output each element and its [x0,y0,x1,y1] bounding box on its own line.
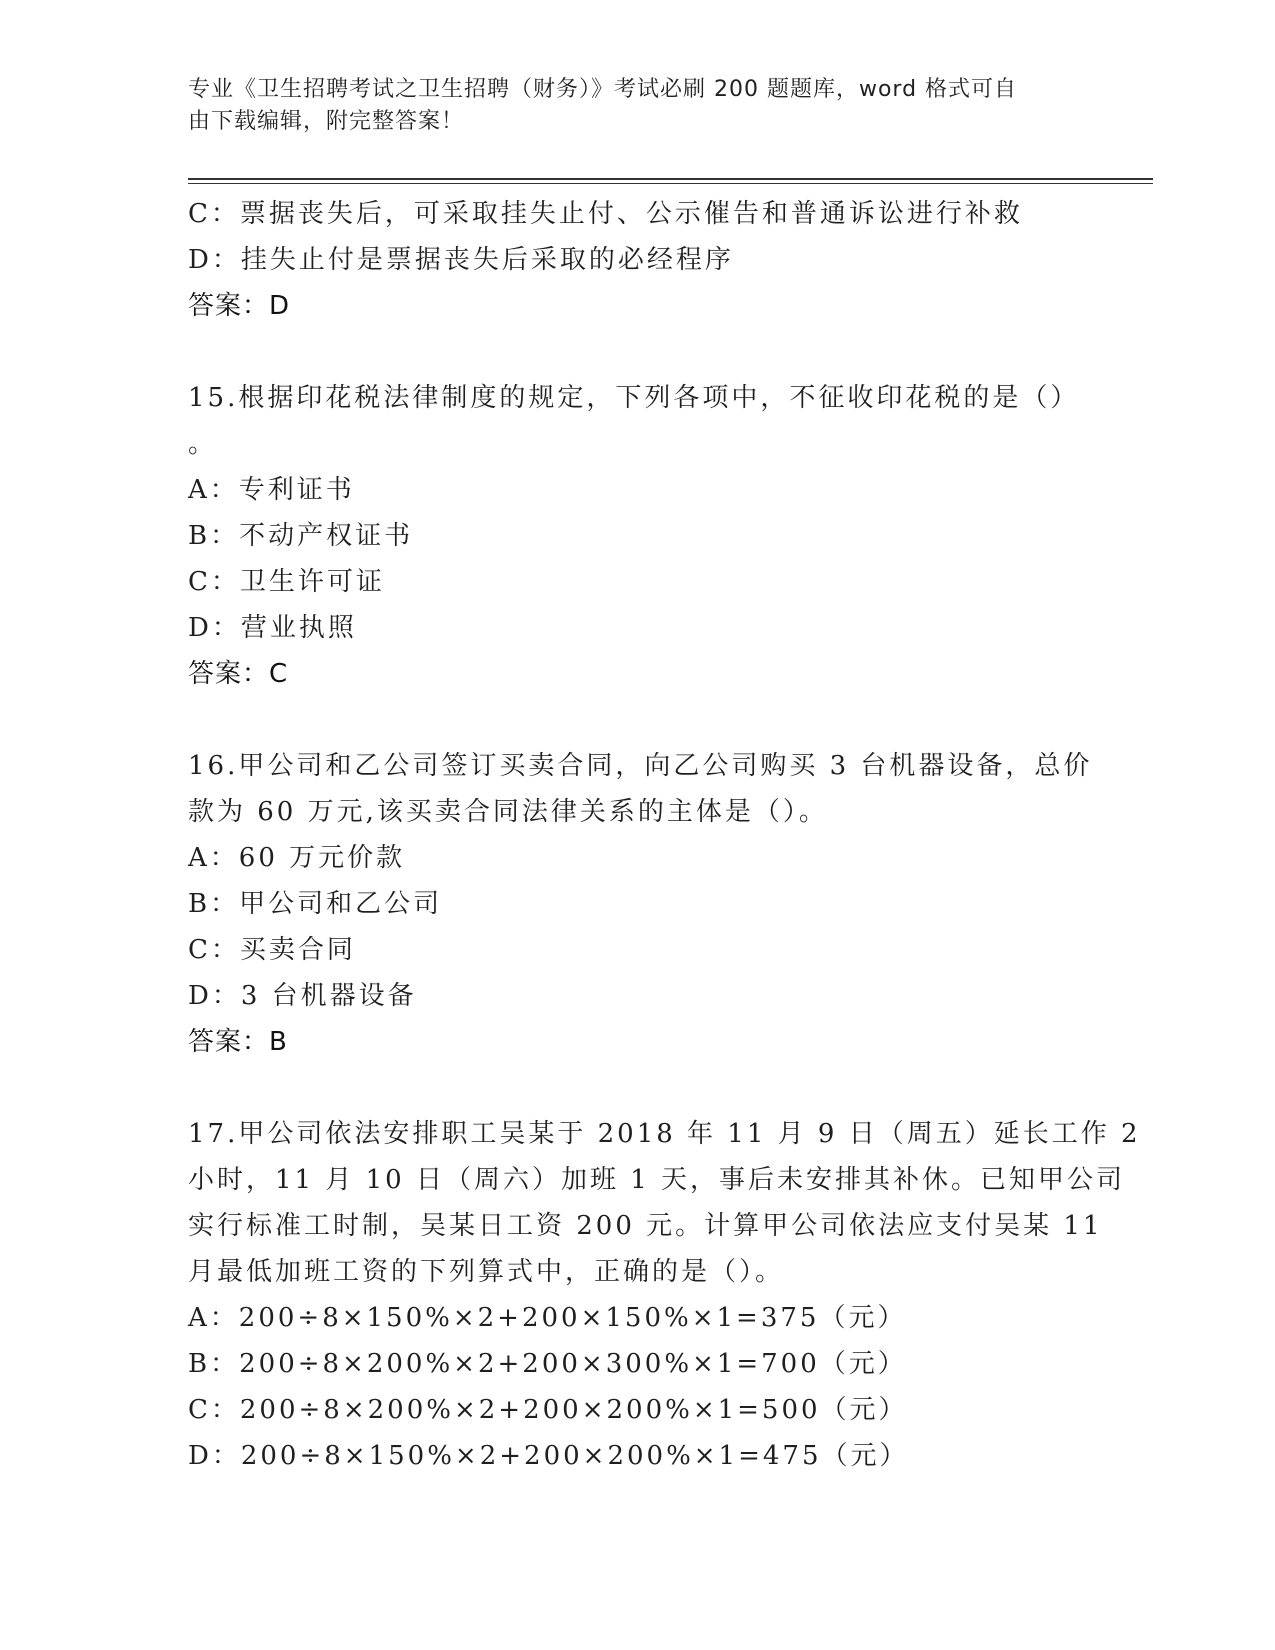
question-stem-line: 实行标准工时制，吴某日工资 200 元。计算甲公司依法应支付吴某 11 [188,1211,1103,1241]
question-15 [188,375,1088,697]
option-d: D：营业执照 [188,613,357,643]
option-c: C：买卖合同 [188,935,356,965]
question-14-continued [188,191,1088,329]
header-line-2: 由下载编辑，附完整答案！ [188,109,465,134]
option-a: A：60 万元价款 [188,843,406,873]
question-stem-line: 。 [188,429,218,459]
option-c: C：卫生许可证 [188,567,385,597]
option-b: B：甲公司和乙公司 [188,889,443,919]
question-stem-line: 16.甲公司和乙公司签订买卖合同，向乙公司购买 3 台机器设备，总价 [188,751,1093,781]
answer-line: 答案：C [188,659,289,689]
option-b: B：200÷8×200%×2+200×300%×1=700（元） [188,1349,907,1379]
option-d: D：200÷8×150%×2+200×200%×1=475（元） [188,1441,909,1471]
question-stem-line: 15.根据印花税法律制度的规定，下列各项中，不征收印花税的是（） [188,383,1080,413]
answer-line: 答案：D [188,291,291,321]
question-stem-line: 小时，11 月 10 日（周六）加班 1 天，事后未安排其补休。已知甲公司 [188,1165,1126,1195]
answer-line: 答案：B [188,1027,288,1057]
option-d: D：挂失止付是票据丧失后采取的必经程序 [188,245,734,275]
option-d: D：3 台机器设备 [188,981,417,1011]
question-stem-line: 17.甲公司依法安排职工吴某于 2018 年 11 月 9 日（周五）延长工作 2 [188,1119,1141,1149]
question-17 [188,1111,1141,1479]
option-a: A：专利证书 [188,475,355,505]
header-divider-thin [188,183,1153,184]
document-body [188,191,1141,1479]
question-16 [188,743,1093,1065]
option-c: C：200÷8×200%×2+200×200%×1=500（元） [188,1395,908,1425]
option-b: B：不动产权证书 [188,521,414,551]
option-a: A：200÷8×150%×2+200×150%×1=375（元） [188,1303,907,1333]
question-stem-line: 款为 60 万元,该买卖合同法律关系的主体是（）。 [188,797,828,827]
option-c: C：票据丧失后，可采取挂失止付、公示催告和普通诉讼进行补救 [188,199,1023,229]
header-divider-thick [188,178,1153,180]
question-stem-line: 月最低加班工资的下列算式中，正确的是（）。 [188,1257,785,1287]
document-header [188,74,1088,138]
header-line-1: 专业《卫生招聘考试之卫生招聘（财务）》考试必刷 200 题题库，word 格式可自 [188,77,1018,102]
